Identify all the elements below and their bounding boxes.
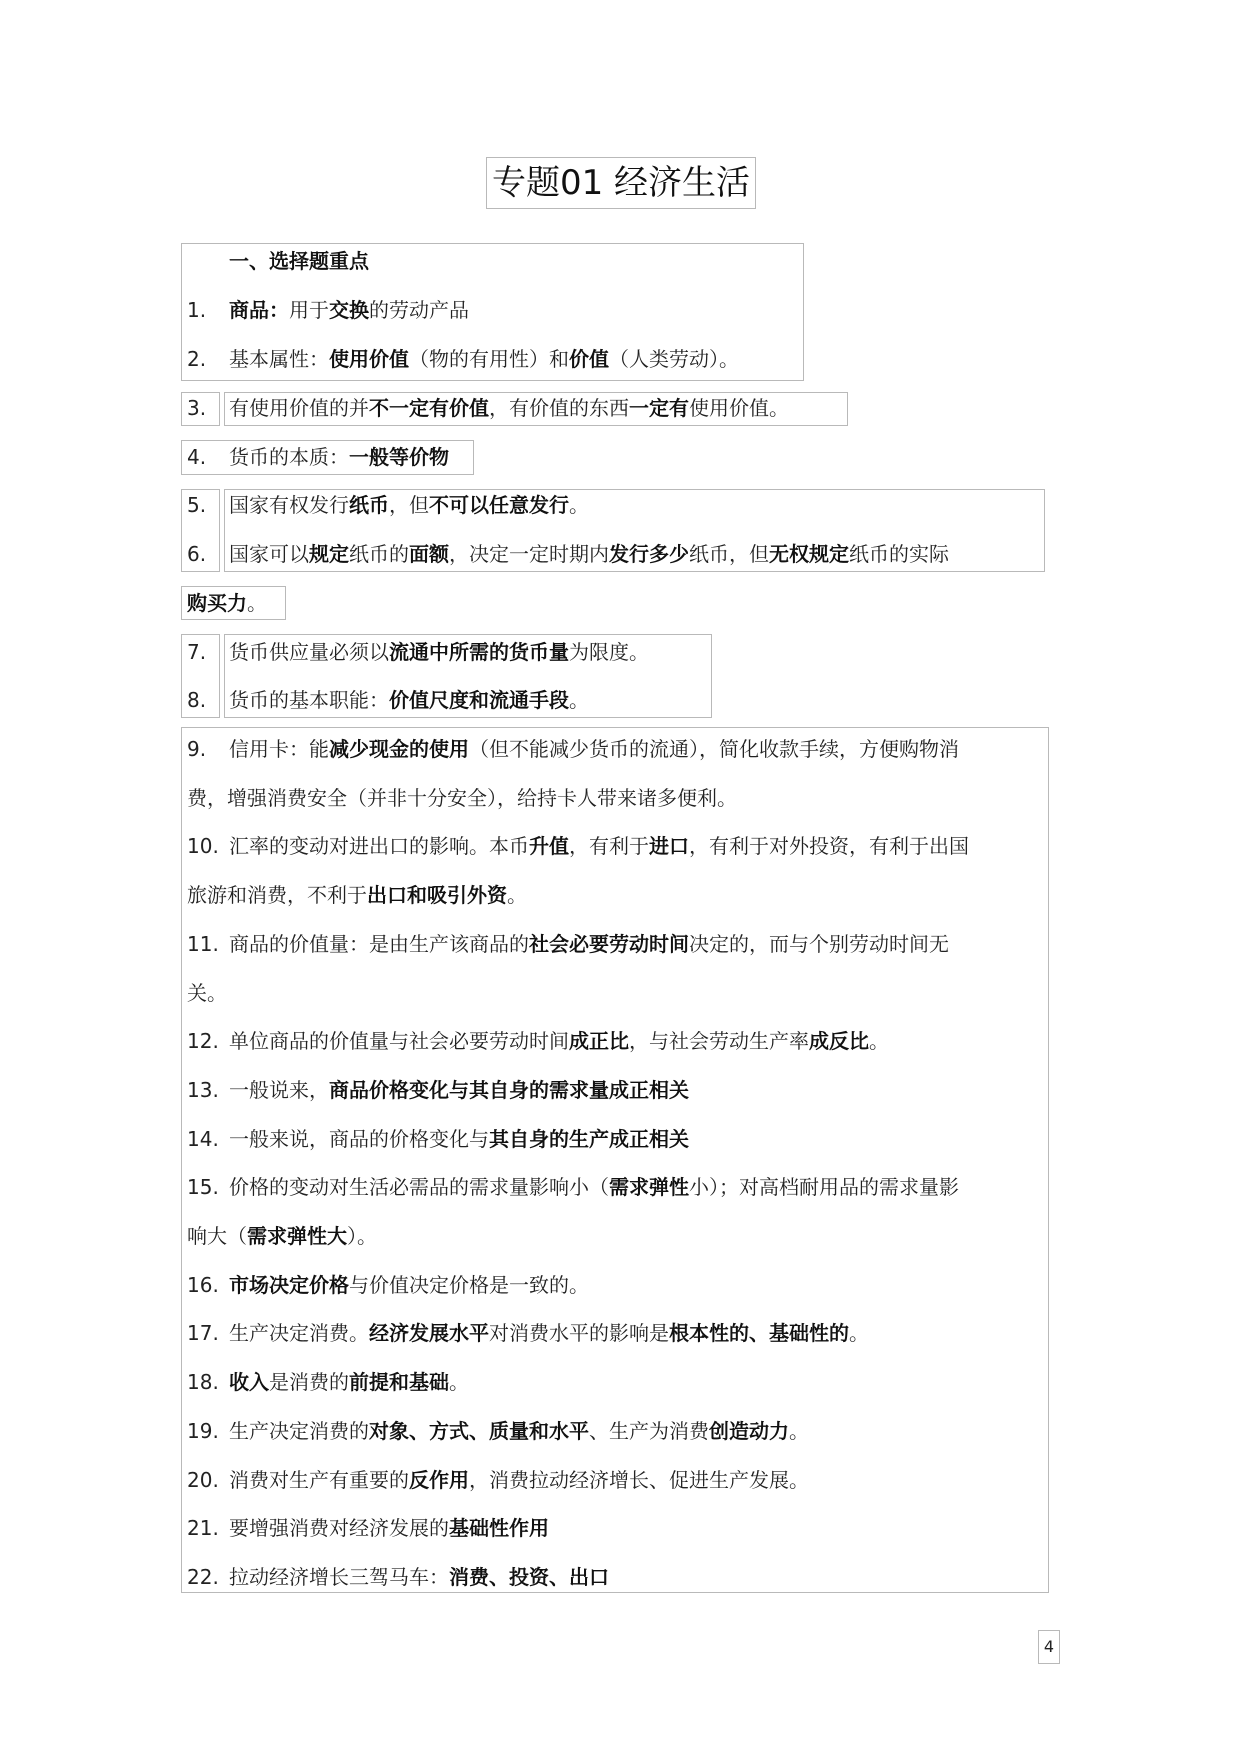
bold-text: 消费、投资、出口 [449,1565,609,1589]
bold-text: 市场决定价格 [229,1273,349,1297]
text-segment: 货币供应量必须以 [229,640,389,664]
text-segment: 纸币的 [349,542,409,566]
item-number: 16. [187,1273,219,1297]
text-segment: 响大（ [187,1224,247,1248]
item-text [229,1273,589,1297]
text-segment: 的劳动产品 [369,298,469,322]
bold-text: 使用价值 [329,347,409,371]
list-item [187,1273,589,1297]
item-number: 13. [187,1078,219,1102]
list-item-continuation [187,591,267,615]
text-segment: 商品的价值量：是由生产该商品的 [229,932,529,956]
bold-text: 交换 [329,298,369,322]
bold-text: 对象、方式、质量和水平 [369,1419,589,1443]
text-segment: 对消费水平的影响是 [489,1321,669,1345]
item-text [229,249,369,273]
item-text [229,1565,609,1589]
text-segment: 拉动经济增长三驾马车： [229,1565,449,1589]
bold-text: 根本性的、基础性的 [669,1321,849,1345]
text-segment: 使用价值。 [689,396,789,420]
item-text [229,347,739,371]
list-item [187,493,589,517]
text-segment: 决定的，而与个别劳动时间无 [689,932,949,956]
bold-text: 流通中所需的货币量 [389,640,569,664]
item-text [229,493,589,517]
text-segment: （但不能减少货币的流通），简化收款手续，方便购物消 [469,737,959,761]
bold-text: 购买力 [187,591,247,615]
text-segment: 单位商品的价值量与社会必要劳动时间 [229,1029,569,1053]
item-number: 2. [187,347,207,371]
list-item [187,1419,809,1443]
item-text [229,640,649,664]
item-text [229,834,969,858]
bold-text: 收入 [229,1370,269,1394]
bold-text: 价值尺度和流通手段 [389,688,569,712]
text-segment: ，与社会劳动生产率 [629,1029,809,1053]
bold-text: 创造动力 [709,1419,789,1443]
item-text [229,1419,809,1443]
text-segment: 一般说来， [229,1078,329,1102]
bold-text: 一定有 [629,396,689,420]
bold-text: 基础性作用 [449,1516,549,1540]
list-item-continuation [187,883,527,907]
list-item [187,1370,469,1394]
item-number: 9. [187,737,207,761]
text-segment: 关。 [187,981,227,1005]
bold-text: 成反比 [809,1029,869,1053]
page-title: 专题01 经济生活 [486,157,756,209]
item-number: 6. [187,542,207,566]
item-text [229,1321,869,1345]
text-segment: 基本属性： [229,347,329,371]
text-segment: 信用卡：能 [229,737,329,761]
text-segment: 国家有权发行 [229,493,349,517]
text-segment: 有使用价值的并 [229,396,369,420]
list-item-continuation [187,981,227,1005]
text-segment: 货币的基本职能： [229,688,389,712]
item-text [229,932,949,956]
item-text [229,737,959,761]
list-item [187,640,649,664]
item-text [229,1078,689,1102]
text-segment: ，有利于 [569,834,649,858]
item-text [229,688,589,712]
list-item [187,1078,689,1102]
bold-text: 社会必要劳动时间 [529,932,689,956]
item-number: 18. [187,1370,219,1394]
text-segment: 是消费的 [269,1370,349,1394]
text-segment: 价格的变动对生活必需品的需求量影响小（ [229,1175,609,1199]
list-item [187,396,789,420]
list-item [187,445,449,469]
bold-text: 面额 [409,542,449,566]
page-number: 4 [1038,1630,1060,1664]
item-number: 14. [187,1127,219,1151]
list-item [187,1175,959,1199]
item-number: 10. [187,834,219,858]
bold-text: 一、选择题重点 [229,249,369,273]
list-item [187,688,589,712]
text-segment: 。 [789,1419,809,1443]
text-segment: 汇率的变动对进出口的影响。本币 [229,834,529,858]
text-segment: ）。 [347,1224,377,1248]
text-segment: （物的有用性）和 [409,347,569,371]
item-text [229,298,469,322]
item-text [229,396,789,420]
text-segment: 纸币，但 [689,542,769,566]
item-number: 4. [187,445,207,469]
bold-text: 发行多少 [609,542,689,566]
list-item [187,1516,549,1540]
bold-text: 进口 [649,834,689,858]
item-text [187,591,267,615]
text-segment: 。 [849,1321,869,1345]
text-segment: 。 [569,688,589,712]
bold-text: 不一定有价值 [369,396,489,420]
item-number: 5. [187,493,207,517]
text-segment: 国家可以 [229,542,309,566]
text-segment: 费，增强消费安全（并非十分安全），给持卡人带来诸多便利。 [187,786,737,810]
item-number: 12. [187,1029,219,1053]
bold-text: 商品： [229,298,289,322]
item-text [229,1516,549,1540]
item-number: 11. [187,932,219,956]
text-segment: 为限度。 [569,640,649,664]
list-item [187,249,369,273]
item-number: 22. [187,1565,219,1589]
list-item [187,932,949,956]
item-number: 21. [187,1516,219,1540]
item-number: 17. [187,1321,219,1345]
bold-text: 纸币 [349,493,389,517]
text-segment: 货币的本质： [229,445,349,469]
bold-text: 减少现金的使用 [329,737,469,761]
list-item [187,834,969,858]
bold-text: 价值 [569,347,609,371]
item-text [229,1175,959,1199]
text-segment: 。 [569,493,589,517]
list-item-continuation [187,786,737,810]
bold-text: 经济发展水平 [369,1321,489,1345]
text-segment: （人类劳动）。 [609,347,739,371]
list-item [187,1127,689,1151]
text-segment: ，决定一定时期内 [449,542,609,566]
bold-text: 反作用 [409,1468,469,1492]
text-segment: 。 [507,883,527,907]
item-number: 20. [187,1468,219,1492]
bold-text: 前提和基础 [349,1370,449,1394]
text-segment: 。 [247,591,267,615]
text-segment: 与价值决定价格是一致的。 [349,1273,589,1297]
bold-text: 无权规定 [769,542,849,566]
item-text [187,786,737,810]
item-number: 15. [187,1175,219,1199]
text-segment: 旅游和消费，不利于 [187,883,367,907]
item-number: 8. [187,688,207,712]
text-segment: 用于 [289,298,329,322]
text-segment: ，有利于对外投资，有利于出国 [689,834,969,858]
list-item [187,1565,609,1589]
item-text [229,1468,809,1492]
item-text [187,883,527,907]
item-text [229,445,449,469]
list-item [187,737,959,761]
item-text [187,1224,377,1248]
text-segment: 。 [449,1370,469,1394]
item-number: 19. [187,1419,219,1443]
text-segment: 纸币的实际 [849,542,949,566]
text-segment: 、生产为消费 [589,1419,709,1443]
item-number: 7. [187,640,207,664]
item-number: 1. [187,298,207,322]
bold-text: 出口和吸引外资 [367,883,507,907]
bold-text: 规定 [309,542,349,566]
bold-text: 需求弹性大 [247,1224,347,1248]
item-text [229,1127,689,1151]
list-item [187,347,739,371]
text-segment: 生产决定消费的 [229,1419,369,1443]
list-item [187,542,949,566]
bold-text: 成正比 [569,1029,629,1053]
item-text [229,542,949,566]
text-segment: 生产决定消费。 [229,1321,369,1345]
text-segment: 。 [869,1029,889,1053]
text-segment: 小）；对高档耐用品的需求量影 [689,1175,959,1199]
text-segment: 消费对生产有重要的 [229,1468,409,1492]
bold-text: 商品价格变化与其自身的需求量成正相关 [329,1078,689,1102]
item-text [229,1370,469,1394]
text-segment: 要增强消费对经济发展的 [229,1516,449,1540]
bold-text: 其自身的生产成正相关 [489,1127,689,1151]
item-text [187,981,227,1005]
item-number: 3. [187,396,207,420]
text-segment: ，有价值的东西 [489,396,629,420]
list-item [187,1468,809,1492]
list-item [187,298,469,322]
text-segment: ，消费拉动经济增长、促进生产发展。 [469,1468,809,1492]
list-item-continuation [187,1224,377,1248]
list-item [187,1029,889,1053]
bold-text: 升值 [529,834,569,858]
bold-text: 不可以任意发行 [429,493,569,517]
item-text [229,1029,889,1053]
list-item [187,1321,869,1345]
text-segment: 一般来说，商品的价格变化与 [229,1127,489,1151]
bold-text: 一般等价物 [349,445,449,469]
text-segment: ，但 [389,493,429,517]
bold-text: 需求弹性 [609,1175,689,1199]
